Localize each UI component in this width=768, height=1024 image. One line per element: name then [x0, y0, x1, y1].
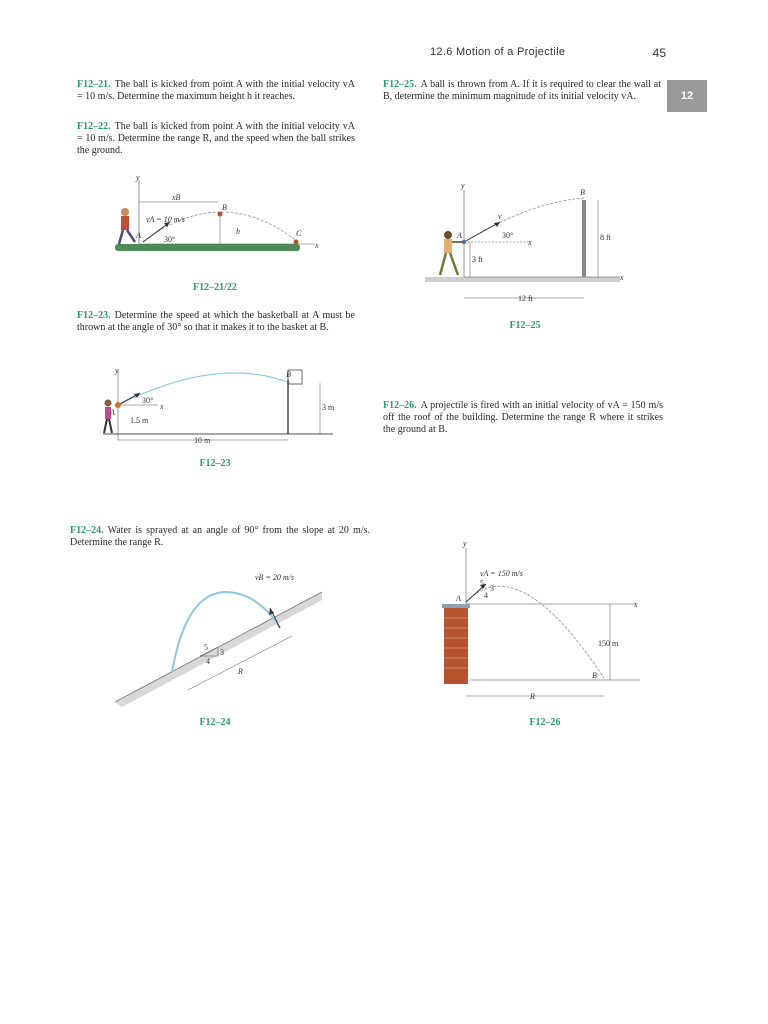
caption-f12-24: F12–24 — [199, 717, 231, 728]
section-title: 12.6 Motion of a Projectile — [430, 46, 566, 58]
label-h: h — [236, 227, 240, 236]
label-A: A — [456, 594, 461, 603]
figure-f12-21-22 — [110, 172, 330, 262]
slope-surface — [115, 592, 322, 702]
problem-id: F12–22. — [77, 121, 111, 132]
label-B: B — [580, 188, 585, 197]
label-B: B — [592, 671, 597, 680]
problem-id: F12–26. — [383, 400, 417, 411]
label-4: 4 — [484, 591, 488, 600]
label-xB: xB — [172, 193, 181, 202]
caption-f12-26: F12–26 — [529, 717, 561, 728]
problem-text: A ball is thrown from A. If it is required to clear the wall at B, determine the minimum magnitude of its initial velocity vA. — [383, 79, 661, 103]
problem-text: The ball is kicked from point A with the initial velocity vA = 10 m/s. Determine the maximum height h it reaches. — [77, 79, 355, 103]
label-x: x — [160, 402, 164, 411]
label-12ft: 12 ft — [518, 294, 533, 303]
problem-f12-22 — [77, 121, 355, 158]
problem-text: Determine the speed at which the basketball at A must be thrown at the angle of 30° so that it makes it to the basket at B. — [77, 310, 355, 334]
label-x: x — [315, 241, 319, 250]
ground — [425, 277, 620, 282]
label-R: R — [530, 692, 535, 701]
problem-f12-25 — [383, 79, 661, 103]
label-5: 5 — [480, 579, 484, 588]
label-vA: vA = 150 m/s — [480, 569, 523, 578]
label-4: 4 — [206, 657, 210, 666]
label-R: R — [238, 667, 243, 676]
label-3: 3 — [490, 584, 494, 593]
ball-at-C — [294, 240, 299, 245]
label-150m: 150 m — [598, 639, 619, 648]
label-3: 3 — [220, 648, 224, 657]
label-y: y — [463, 539, 467, 548]
caption-f12-21-22: F12–21/22 — [193, 282, 237, 293]
label-A: A — [457, 231, 462, 240]
wall — [582, 200, 586, 277]
ball-at-B — [218, 212, 223, 217]
label-8ft: 8 ft — [600, 233, 611, 242]
problem-id: F12–25. — [383, 79, 417, 90]
ball-at-A — [115, 402, 121, 408]
problem-id: F12–21. — [77, 79, 111, 90]
label-angle: 30° — [502, 231, 514, 240]
kicker-figure — [119, 208, 135, 244]
label-angle: 30° — [164, 235, 176, 244]
velocity-arrow — [464, 222, 500, 242]
label-1-5m: 1.5 m — [130, 416, 149, 425]
problem-text: A projectile is fired with an initial velocity of vA = 150 m/s off the roof of the building. Determine the range R where it strikes the ground at B. — [383, 400, 663, 436]
figure-f12-23 — [98, 365, 348, 455]
problem-f12-23 — [77, 310, 355, 334]
problem-f12-26 — [383, 400, 663, 437]
label-y: y — [136, 173, 140, 182]
label-10m: 10 m — [194, 436, 211, 445]
figure-f12-26 — [430, 538, 650, 708]
label-x: x — [620, 273, 624, 282]
label-5: 5 — [204, 643, 208, 652]
label-x: x — [634, 600, 638, 609]
caption-f12-25: F12–25 — [509, 320, 541, 331]
label-vB: vB = 20 m/s — [255, 573, 294, 582]
label-v: v — [498, 212, 502, 221]
page-number: 45 — [652, 46, 666, 60]
problem-f12-21 — [77, 79, 355, 103]
label-3ft: 3 ft — [472, 255, 483, 264]
label-y: y — [115, 366, 119, 375]
label-A: A — [110, 408, 115, 417]
label-angle: 30° — [142, 396, 154, 405]
label-xA: x — [528, 238, 532, 247]
figure-f12-25 — [420, 180, 630, 310]
trajectory — [464, 198, 584, 242]
caption-f12-23: F12–23 — [199, 458, 231, 469]
problem-f12-24 — [70, 525, 370, 549]
label-B: B — [286, 370, 291, 379]
chapter-tab: 12 — [667, 80, 707, 112]
water-trajectory — [172, 592, 280, 672]
ground — [115, 244, 300, 251]
running-header — [430, 46, 670, 62]
roof — [442, 604, 470, 608]
label-3m: 3 m — [322, 403, 335, 412]
label-vA: vA = 10 m/s — [146, 215, 185, 224]
figure-f12-24 — [110, 570, 330, 710]
building-wall — [444, 608, 468, 684]
label-y: y — [461, 181, 465, 190]
label-C: C — [296, 229, 302, 238]
label-B: B — [222, 203, 227, 212]
problem-text: The ball is kicked from point A with the initial velocity vA = 10 m/s. Determine the range R, and the speed when the ball strikes the ground. — [77, 121, 355, 157]
problem-id: F12–24. — [70, 525, 104, 536]
problem-id: F12–23. — [77, 310, 111, 321]
problem-text: Water is sprayed at an angle of 90° from the slope at 20 m/s. Determine the range R. — [70, 525, 370, 549]
slope — [115, 592, 322, 707]
label-A: A — [136, 231, 141, 240]
